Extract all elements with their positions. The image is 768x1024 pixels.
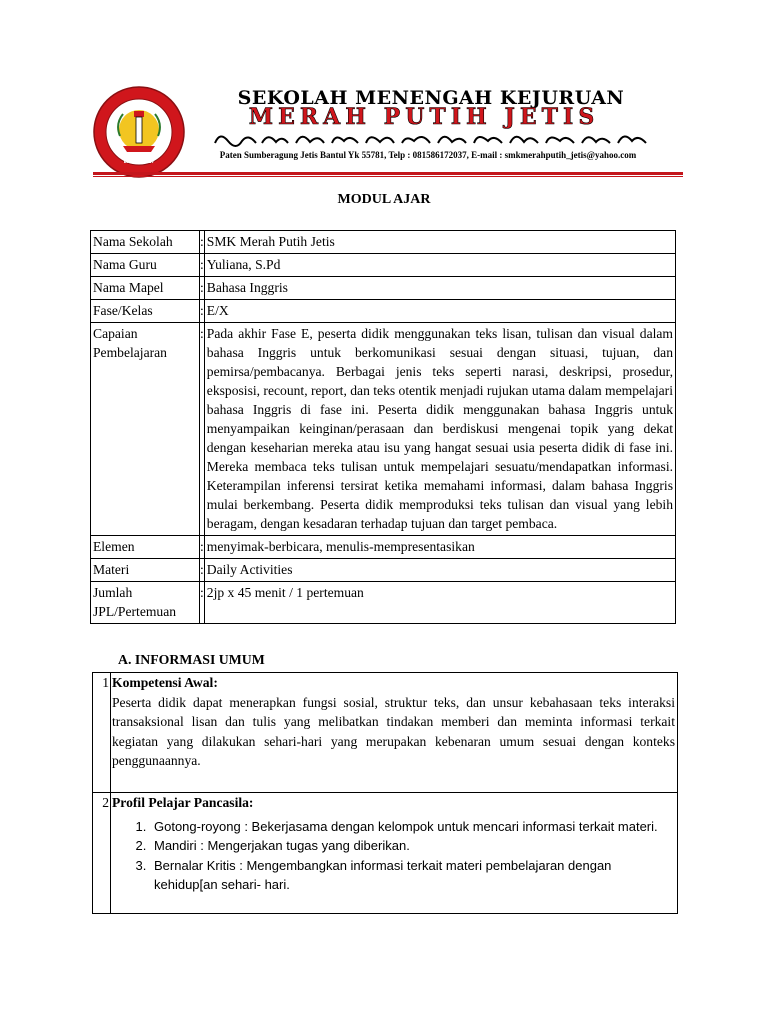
table-row [91, 277, 676, 300]
table-row [93, 673, 678, 793]
school-address: Paten Sumberagung Jetis Bantul Yk 55781, Telp : 081586172037, E-mail : smkmerahputih_jetis@yahoo.com [219, 150, 637, 160]
table-row [93, 793, 678, 914]
identity-table [90, 230, 676, 624]
table-row [91, 323, 676, 536]
table-row [91, 254, 676, 277]
row-separator: : [200, 300, 205, 323]
table-row [91, 231, 676, 254]
row-label: Fase/Kelas [91, 300, 200, 323]
informasi-umum-table [92, 672, 678, 914]
item-content [111, 793, 678, 914]
row-value: SMK Merah Putih Jetis [204, 231, 675, 254]
school-name: MERAH PUTIH JETIS [248, 104, 600, 130]
logo-caption: BANTUL 2017 [123, 159, 155, 164]
row-separator: : [200, 582, 205, 624]
row-separator: : [200, 323, 205, 536]
kompetensi-awal-title: Kompetensi Awal: [112, 675, 218, 690]
row-value: E/X [204, 300, 675, 323]
row-value: Yuliana, S.Pd [204, 254, 675, 277]
row-label: Nama Sekolah [91, 231, 200, 254]
header-rule-thick [93, 172, 683, 175]
section-a-heading: A. INFORMASI UMUM [118, 652, 265, 667]
table-row [91, 559, 676, 582]
kompetensi-awal-text: Peserta didik dapat menerapkan fungsi sosial, struktur teks, dan unsur kebahasaan teks interaksi transaksional lisan dan tulis yang melibatkan tindakan memberi dan meminta informasi terkait kegiatan yang dilakukan sehari-hari yang merupakan kebenaran umum sesuai dengan konteks penggunaannya. [112, 694, 675, 768]
row-value: Bahasa Inggris [204, 277, 675, 300]
header-rule-thin [93, 176, 683, 177]
table-row [91, 536, 676, 559]
row-separator: : [200, 231, 205, 254]
row-value: 2jp x 45 menit / 1 pertemuan [204, 582, 675, 624]
row-separator: : [200, 277, 205, 300]
row-separator: : [200, 559, 205, 582]
row-label: Jumlah JPL/Pertemuan [91, 582, 200, 624]
document-title: MODUL AJAR [337, 192, 431, 207]
item-number: 1 [93, 673, 111, 793]
row-label: Elemen [91, 536, 200, 559]
profil-pelajar-list [112, 817, 675, 895]
row-label: Nama Guru [91, 254, 200, 277]
capaian-pembelajaran-text: Pada akhir Fase E, peserta didik menggunakan teks lisan, tulisan dan visual dalam bahasa Inggris untuk berkomunikasi sesuai dengan situasi, tujuan, dan pemirsa/pembacanya. Berbagai jenis teks seperti narasi, deskripsi, prosedur, eksposisi, recount, report, dan teks otentik menjadi rujukan utama dalam mempelajari bahasa Inggris di fase ini. Peserta didik menggunakan bahasa Inggris untuk menyampaikan keinginan/perasaan dan berdiskusi mengenai topik yang dekat dengan keseharian mereka atau isu yang hangat sesuai usia peserta didik di fase ini. Mereka membaca teks tulisan untuk mempelajari sesuatu/mendapatkan informasi. Keterampilan inferensi tersirat ketika memahami informasi, dalam bahasa Inggris mulai berkembang. Peserta didik memproduksi teks tulisan dan visual yang lebih beragam, dengan kesadaran terhadap tujuan dan target pembaca. [204, 323, 675, 536]
list-item: 2. Mandiri : Mengerjakan tugas yang diberikan. [150, 836, 675, 856]
item-number: 2 [93, 793, 111, 914]
school-type: SEKOLAH MENENGAH KEJURUAN [237, 87, 625, 109]
table-row [91, 582, 676, 624]
school-logo [93, 86, 185, 178]
row-label: Nama Mapel [91, 277, 200, 300]
list-item: 3. Bernalar Kritis : Mengembangkan informasi terkait materi pembelajaran dengan kehidup[an sehari- hari. [150, 856, 675, 895]
row-value: menyimak-berbicara, menulis-mempresentasikan [204, 536, 675, 559]
row-label: Materi [91, 559, 200, 582]
item-content [111, 673, 678, 793]
list-item: 1. Gotong-royong : Bekerjasama dengan kelompok untuk mencari informasi terkait materi. [150, 817, 675, 837]
table-row [91, 300, 676, 323]
row-separator: : [200, 536, 205, 559]
row-separator: : [200, 254, 205, 277]
javanese-script-decoration [210, 129, 650, 149]
profil-pelajar-title: Profil Pelajar Pancasila: [112, 795, 254, 810]
row-label: Capaian Pembelajaran [91, 323, 200, 536]
row-value: Daily Activities [204, 559, 675, 582]
